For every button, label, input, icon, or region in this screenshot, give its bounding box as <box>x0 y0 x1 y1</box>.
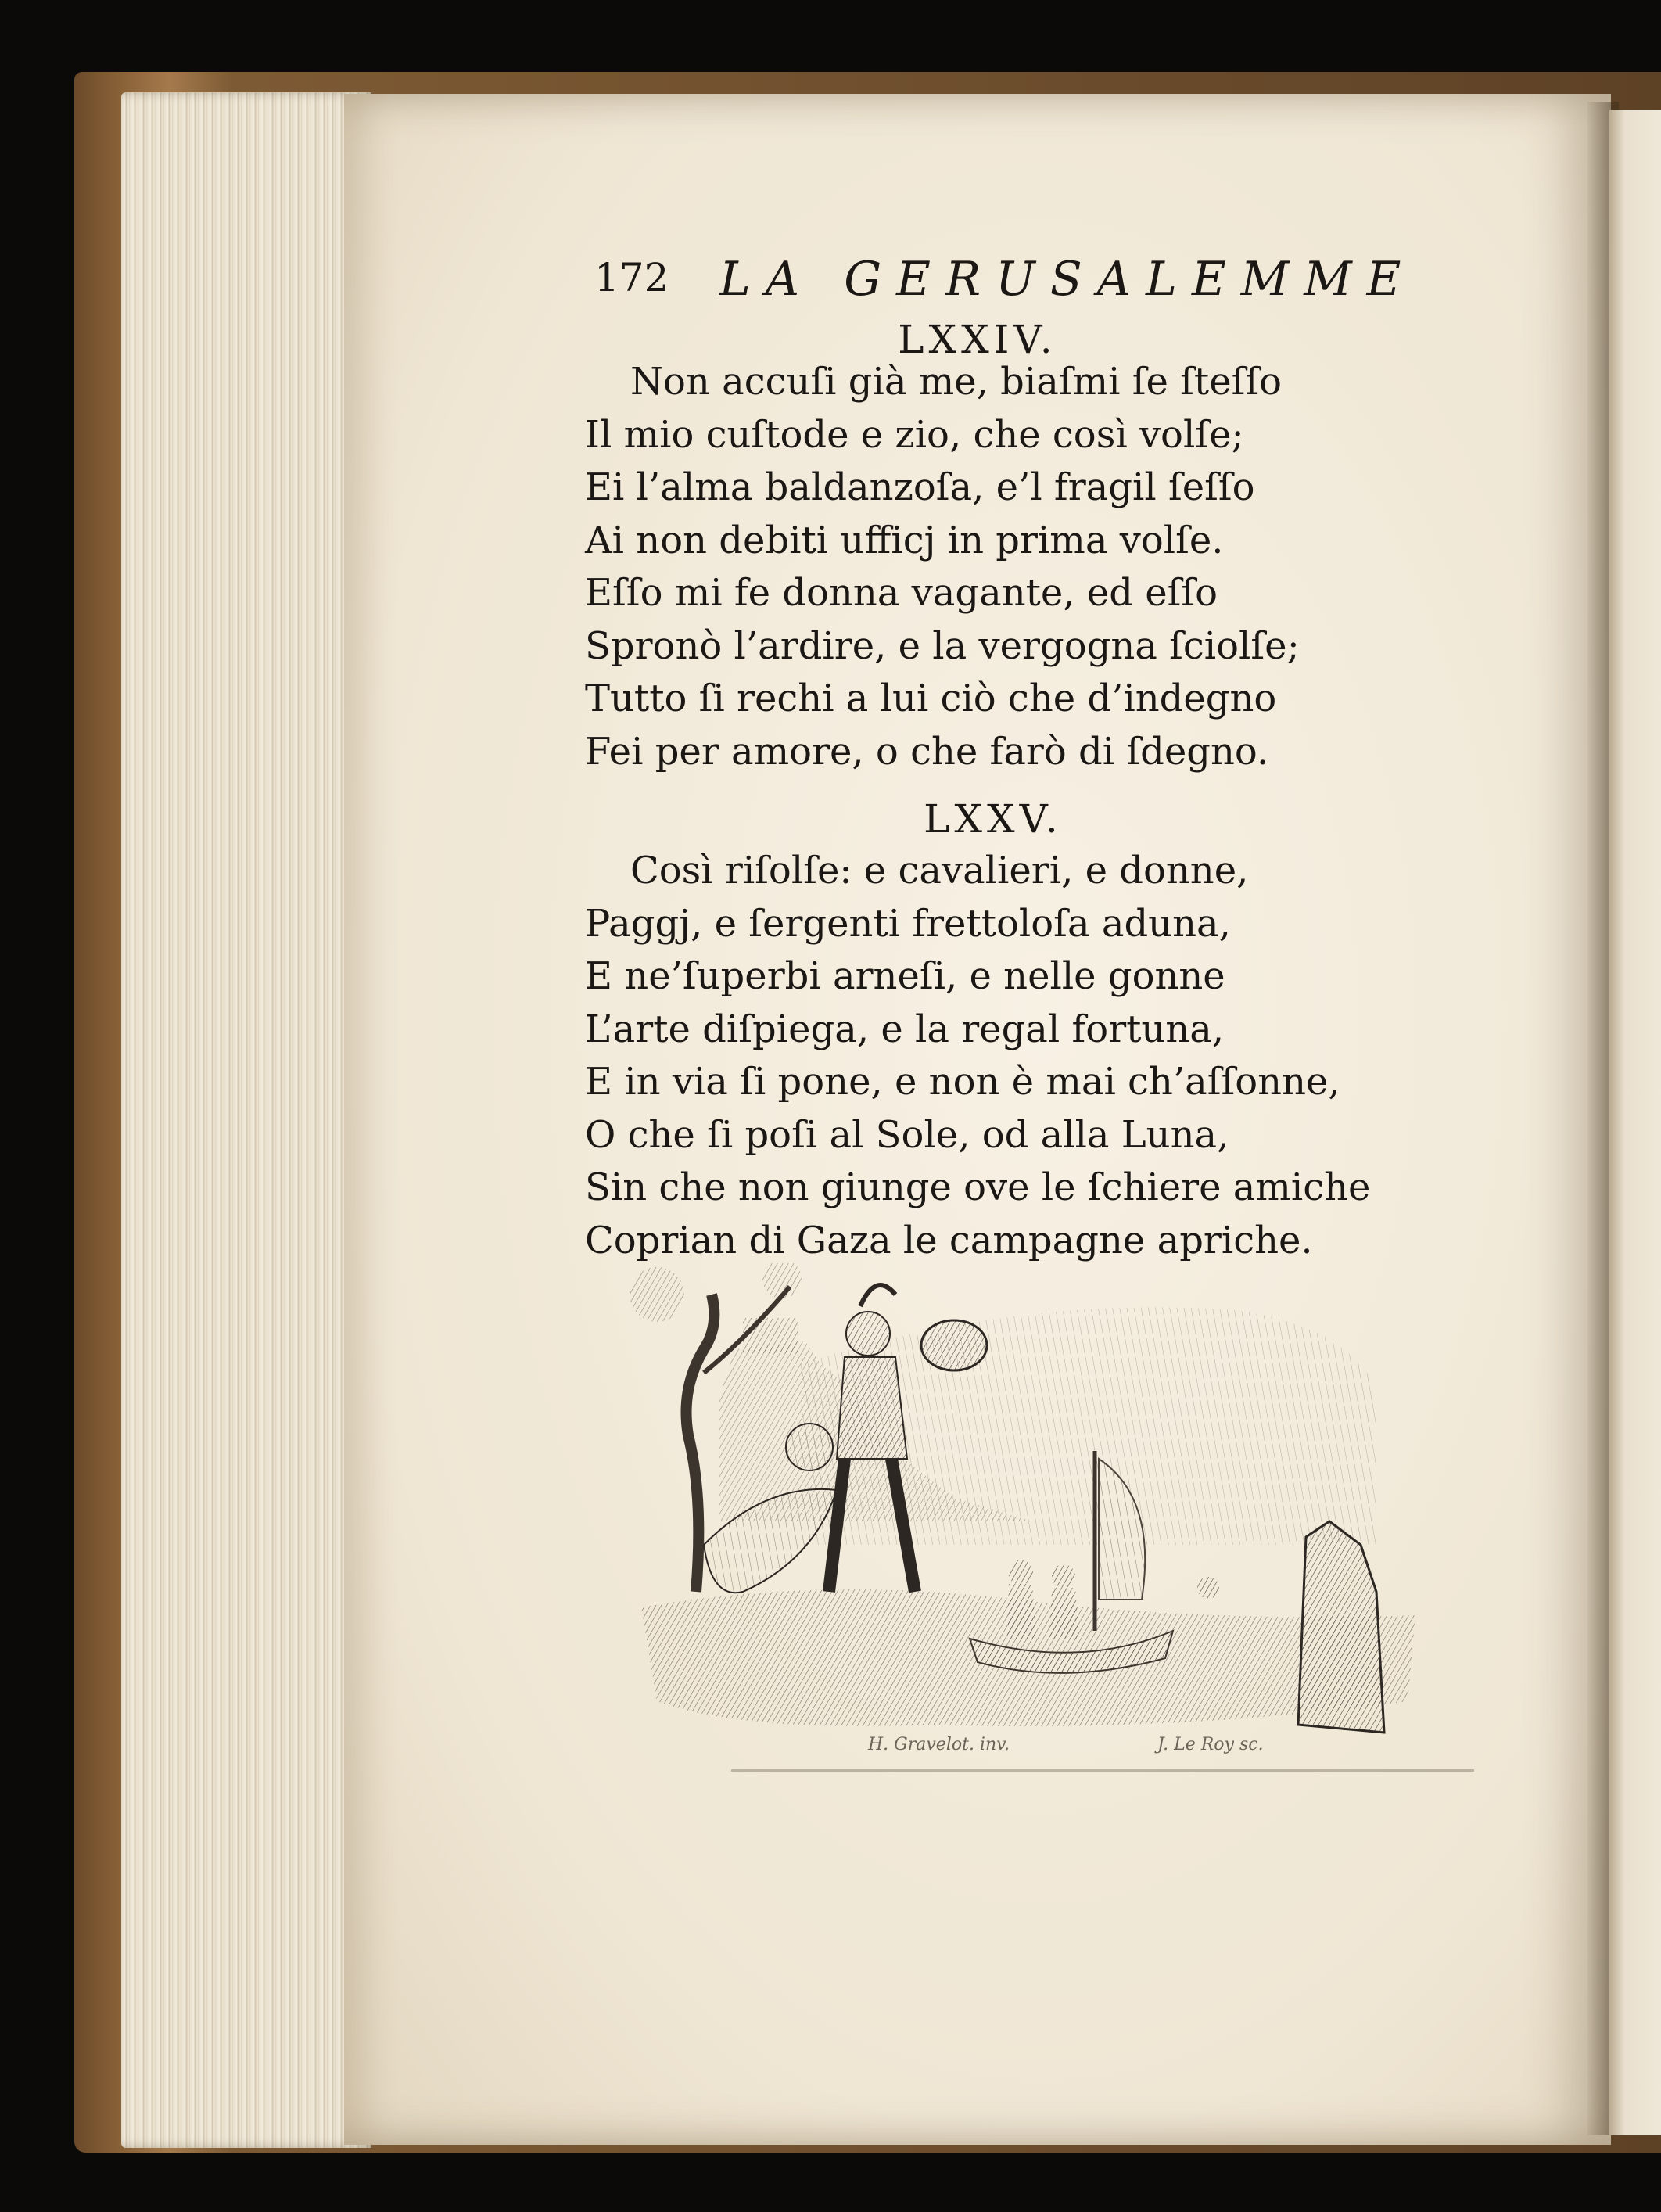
page-edges <box>121 92 371 2148</box>
boat-figure <box>1197 1577 1219 1599</box>
verse-line: Coprian di Gaza le campagne apriche. <box>585 1218 1313 1262</box>
ground <box>641 1589 1415 1726</box>
boat-figure <box>1052 1564 1075 1588</box>
fortress <box>743 1318 798 1353</box>
shield <box>921 1320 987 1370</box>
verse-line: Spronò l’ardire, e la vergogna ſciolſe; <box>585 623 1300 668</box>
helmet-plume <box>860 1285 895 1306</box>
stanza-verse <box>585 356 1414 778</box>
warrior-helmet <box>846 1312 890 1356</box>
facing-page-edge <box>1609 110 1661 2135</box>
foliage <box>762 1263 802 1298</box>
warrior-body <box>837 1357 907 1459</box>
verse-line: Sin che non giunge ove le ſchiere amiche <box>585 1165 1371 1209</box>
verse-line: Così riſolſe: e cavalieri, e donne, <box>630 849 1249 892</box>
verse-line: Il mio cuſtode e zio, che così volſe; <box>585 412 1244 457</box>
engraving-signature-left: H. Gravelot. inv. <box>868 1735 1010 1754</box>
verse-line: E ne’ſuperbi arneſi, e nelle gonne <box>585 954 1225 998</box>
running-head <box>594 252 1416 307</box>
engraving-signature-right: J. Le Roy sc. <box>1157 1735 1264 1754</box>
engraving-vignette <box>626 1263 1478 1768</box>
verse-line: Paggj, e ſergenti frettoloſa aduna, <box>585 901 1231 946</box>
verse-line: Eſſo mi fe donna vagante, ed eſſo <box>585 571 1218 615</box>
verse-line: Ei l’alma baldanzoſa, e’l fragil ſeſſo <box>585 465 1255 509</box>
foliage <box>630 1267 684 1322</box>
page-number: 172 <box>594 255 669 300</box>
boat-figure <box>1008 1560 1033 1585</box>
stanza-number: LXXV. <box>924 796 1063 842</box>
verse-line: Non accuſi già me, biaſmi ſe ſteſſo <box>630 360 1283 404</box>
running-title: LA GERUSALEMME <box>719 252 1416 307</box>
stanza-verse <box>585 845 1414 1267</box>
verse-line: Ai non debiti ufficj in prima volſe. <box>585 518 1224 562</box>
plate-edge <box>731 1769 1474 1772</box>
stanza-number: LXXIV. <box>898 317 1057 362</box>
verse-line: Fei per amore, o che farò di ſdegno. <box>585 729 1269 774</box>
verse-line: O che ſi poſi al Sole, od alla Luna, <box>585 1112 1229 1157</box>
verse-line: L’arte diſpiega, e la regal fortuna, <box>585 1007 1225 1051</box>
reclining-figure-head <box>786 1424 833 1470</box>
verse-line: Tutto ſi rechi a lui ciò che d’indegno <box>585 677 1277 720</box>
verse-line: E in via ſi pone, e non è mai ch’aſſonne, <box>585 1060 1340 1104</box>
